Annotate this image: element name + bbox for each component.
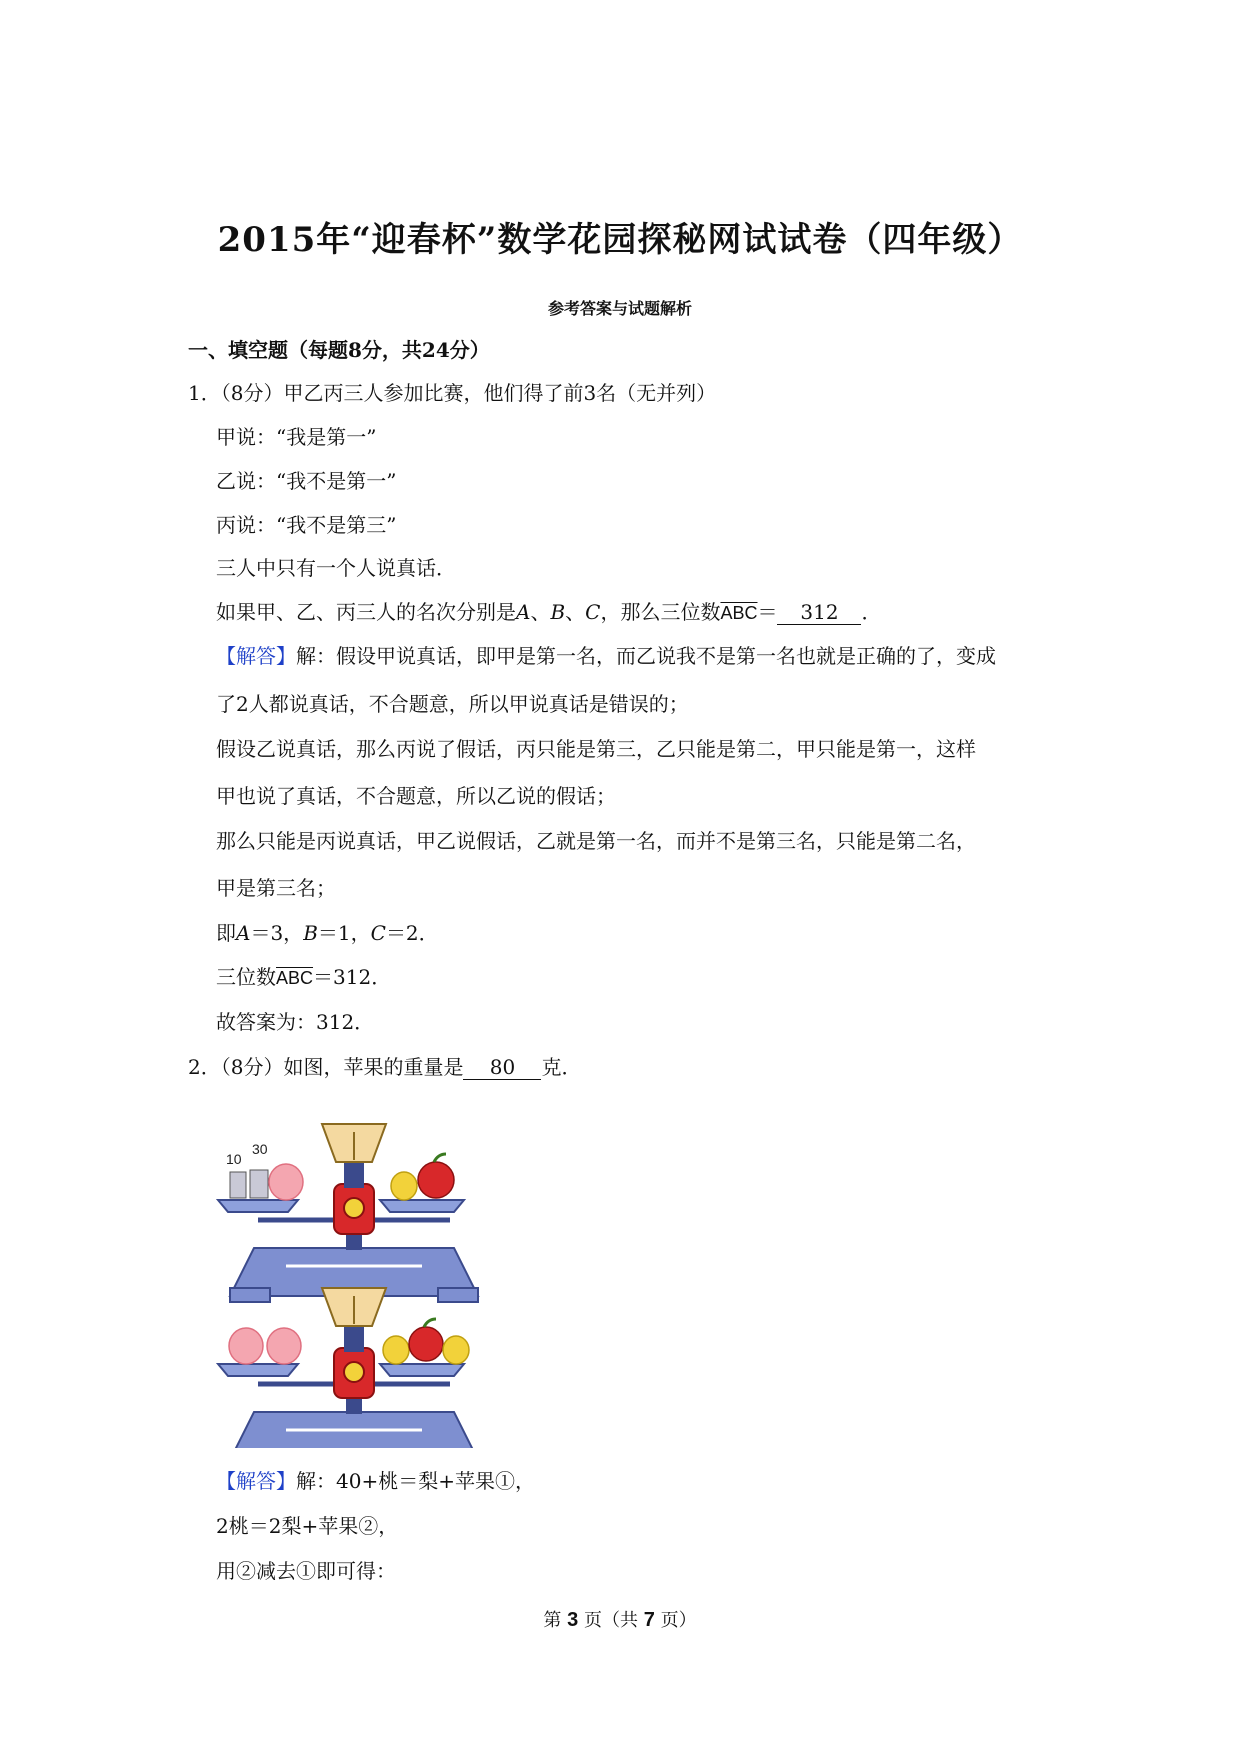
q2-solution-line-1 [216,1465,535,1494]
section-heading: 一、填空题（每题8分，共24分） [188,338,490,362]
scale-foot [438,1288,478,1302]
text: 即 [216,921,236,945]
var-c: C [585,600,601,624]
var-a: A [236,921,251,945]
q1-final-answer: 故答案为：312． [216,1010,375,1034]
q1-solution-line-7 [216,917,439,946]
scale-knob [344,1198,364,1218]
sep: 、 [565,600,586,624]
q1-statement-jia: 甲说：“我是第一” [216,425,377,449]
value-b: ＝1， [317,921,371,945]
weight-block-icon [250,1170,268,1198]
left-pan [218,1200,298,1212]
q1-answer-blank: 312 [777,600,861,625]
q1-solution-line-5: 那么只能是丙说真话，甲乙说假话，乙就是第一名，而并不是第三名，只能是第二名， [216,829,976,853]
page-footer [0,1606,1240,1632]
q2-answer-blank: 80 [463,1055,541,1080]
q1-solution-line-2: 了2人都说真话，不合题意，所以甲说真话是错误的； [216,692,689,716]
footer-text: 页） [660,1610,697,1631]
q1-question [216,596,881,625]
q1-statement-yi: 乙说：“我不是第一” [216,469,397,493]
footer-text: 第 [543,1610,562,1631]
balance-scale-1 [218,1124,478,1302]
page-subtitle: 参考答案与试题解析 [547,299,692,318]
question-2-stem [188,1051,581,1080]
value-c: ＝2． [385,921,439,945]
scale-knob [344,1362,364,1382]
peach-icon [267,1328,301,1364]
pear-icon [443,1336,469,1364]
apple-leaf-icon [424,1319,436,1327]
var-b: B [303,921,318,945]
weight-label-30: 30 [252,1141,268,1157]
equals: ＝ [757,600,778,624]
page-title: 2015年“迎春杯”数学花园探秘网试试卷（四年级） [217,220,1023,260]
apple-icon [418,1162,454,1198]
q1-question-mid: ，那么三位数 [600,600,721,624]
var-b: B [550,600,566,624]
weight-block-icon [230,1172,246,1198]
q1-solution-line-4: 甲也说了真话，不合题意，所以乙说的假话； [216,784,616,808]
question-1-text: （8分）甲乙丙三人参加比赛，他们得了前3名（无并列） [220,381,717,405]
q1-solution-line-1 [216,640,996,669]
question-1-stem [188,377,716,406]
value-a: ＝3， [250,921,304,945]
q1-solution-line-6: 甲是第三名； [216,876,336,900]
pear-icon [391,1172,417,1200]
right-pan [380,1200,464,1212]
solution-label: 【解答】 [216,644,296,668]
q2-solution-line-2: 2桃＝2梨+苹果②， [216,1514,399,1538]
var-c: C [370,921,386,945]
solution-label: 【解答】 [216,1469,296,1493]
solution-text: 解：假设甲说真话，即甲是第一名，而乙说我不是第一名也就是正确的了，变成 [296,644,996,668]
apple-icon [409,1327,443,1361]
solution-text: 解：40+桃＝梨+苹果①， [296,1469,535,1493]
overline-abc: $\overline{ABC}$ [720,603,758,623]
question-2-text: （8分）如图，苹果的重量是 [220,1055,464,1079]
footer-text: 页（共 [584,1610,638,1631]
balance-scale-2 [218,1288,478,1448]
q2-solution-line-3: 用②减去①即可得： [216,1559,396,1583]
right-pan [380,1364,464,1376]
scale-foot [230,1288,270,1302]
left-pan [218,1364,298,1376]
overline-abc: $\overline{ABC}$ [276,968,314,988]
text: ＝312． [313,965,392,989]
peach-icon [229,1328,263,1364]
page-number: 3 [567,1609,579,1631]
var-a: A [516,600,531,624]
peach-icon [269,1164,303,1200]
balance-scales-figure [216,1088,492,1448]
period: ． [861,600,882,624]
apple-leaf-icon [434,1154,446,1162]
text: 三位数 [216,965,276,989]
page-total: 7 [643,1609,655,1631]
question-2-unit: 克． [541,1055,582,1079]
question-1-number: 1． [188,381,221,405]
weight-label-10: 10 [226,1151,242,1167]
q1-solution-line-8 [216,961,391,990]
q1-solution-line-3: 假设乙说真话，那么丙说了假话，丙只能是第三，乙只能是第二，甲只能是第一，这样 [216,737,976,761]
question-2-number: 2． [188,1055,221,1079]
q1-statement-bing: 丙说：“我不是第三” [216,513,397,537]
pear-icon [383,1336,409,1364]
q1-question-pre: 如果甲、乙、丙三人的名次分别是 [216,600,516,624]
q1-condition: 三人中只有一个人说真话． [216,556,456,580]
sep: 、 [530,600,551,624]
